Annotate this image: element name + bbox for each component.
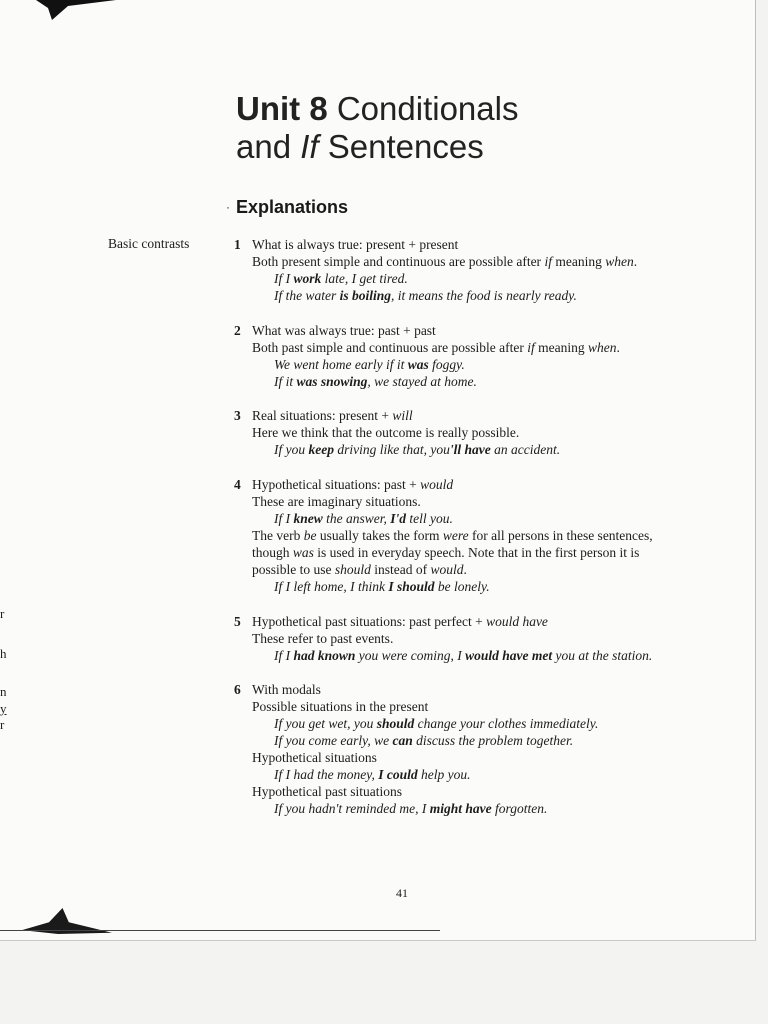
example-sentence: If I had known you were coming, I would have met you at the station.: [274, 648, 653, 663]
explanation-item-1: 1 What is always true: present + present Both present simple and continuous are possible after if meaning when. If I work late, I get tired. If the water is boiling, it means the food is nearly ready.: [234, 237, 638, 303]
item-description: These are imaginary situations.: [252, 494, 421, 509]
item-note: The verb be usually takes the form were for all persons in these sentences,: [252, 528, 653, 543]
example-sentence: If it was snowing, we stayed at home.: [274, 374, 477, 389]
explanation-item-6: 6 With modals Possible situations in the present If you get wet, you should change your clothes immediately. If you come early, we can discuss the problem together. Hypothetical situations If I had the money, I could help you. Hypothetical past situations If you hadn't reminded me, I might have forgotten.: [234, 682, 599, 816]
example-sentence: If you hadn't reminded me, I might have forgotten.: [274, 801, 548, 816]
item-note: though was is used in everyday speech. Note that in the first person it is: [252, 545, 640, 560]
explanation-item-5: 5 Hypothetical past situations: past perfect + would have These refer to past events. If I had known you were coming, I would have met you at the station.: [234, 614, 653, 663]
item-heading: What was always true: past + past: [252, 323, 436, 338]
item-heading: What is always true: present + present: [252, 237, 459, 252]
heading-bullet: ·: [226, 200, 230, 214]
item-note: possible to use should instead of would.: [252, 562, 467, 577]
item-description: Both present simple and continuous are possible after if meaning when.: [252, 254, 638, 269]
item-heading: With modals: [252, 682, 321, 697]
section-heading: Explanations: [236, 197, 349, 217]
example-sentence: If I left home, I think I should be lonely.: [274, 579, 490, 594]
item-heading: Hypothetical past situations: past perfect + would have: [252, 614, 548, 629]
example-sentence: If you get wet, you should change your clothes immediately.: [274, 716, 599, 731]
item-subheading: Hypothetical past situations: [252, 784, 402, 799]
scan-blot-top: [36, 0, 116, 20]
example-sentence: We went home early if it was foggy.: [274, 357, 465, 372]
example-sentence: If I work late, I get tired.: [274, 271, 408, 286]
example-sentence: If I knew the answer, I'd tell you.: [274, 511, 453, 526]
page-number: 41: [396, 886, 408, 900]
example-sentence: If you keep driving like that, you'll have an accident.: [274, 442, 561, 457]
explanation-item-3: 3 Real situations: present + will Here we think that the outcome is really possible. If you keep driving like that, you'll have an accident.: [234, 408, 561, 457]
item-heading: Real situations: present + will: [252, 408, 413, 423]
item-description: These refer to past events.: [252, 631, 394, 646]
unit-label: Unit 8: [236, 90, 328, 127]
page-bottom-edge: [0, 930, 440, 931]
margin-label: Basic contrasts: [108, 236, 190, 251]
page-title: Unit 8 Conditionals and If Sentences: [236, 90, 519, 165]
item-subheading: Hypothetical situations: [252, 750, 377, 765]
explanation-item-4: 4 Hypothetical situations: past + would These are imaginary situations. If I knew the answer, I'd tell you. The verb be usually takes the form were for all persons in these sentences, though was is used in everyday speech. Note that in the first person it is possible to use should instead of would. If I left home, I think I should be lonely.: [234, 477, 653, 594]
example-sentence: If I had the money, I could help you.: [274, 767, 471, 782]
explanation-item-2: 2 What was always true: past + past Both past simple and continuous are possible after if meaning when. We went home early if it was foggy. If it was snowing, we stayed at home.: [234, 323, 620, 389]
item-description: Both past simple and continuous are possible after if meaning when.: [252, 340, 620, 355]
example-sentence: If you come early, we can discuss the problem together.: [274, 733, 574, 748]
item-subheading: Possible situations in the present: [252, 699, 429, 714]
item-description: Here we think that the outcome is really possible.: [252, 425, 520, 440]
example-sentence: If the water is boiling, it means the food is nearly ready.: [274, 288, 577, 303]
item-heading: Hypothetical situations: past + would: [252, 477, 454, 492]
book-page: Unit 8 Conditionals and If Sentences · Explanations Basic contrasts r h n y r 1 What is always true: present + present Both present simple and continuous are possible after if meaning when. If I work late, I get tired. If the water is boiling, it means the food is nearly ready. 2 What was always true: past + past Both past simple and continuous are possible after if meaning when. We went home early if it was foggy. If it was snowing, we stayed at home. 3 Real situations: present + will Here we think that the outcome is really possible. If you keep driving like that, you'll have an accident. 4 Hypothetical situations: past + would These are imaginary situations. If I knew the answer, I'd tell you. The verb be usually takes the form were for all persons in these sentences, though was is used in everyday speech. Note that in the first person it is possible to use should instead of would. If I left home, I think I should be lonely. 5 Hypothetical past situations: past perfect + would have These refer to past events. If I had known you were coming, I would have met you at the station. 6 With modals Possible situations in the present If you get wet, you should change your clothes immediately. If you come early, we can discuss the problem together. Hypothetical situations If I had the money, I could help you. Hypothetical past situations If you hadn't reminded me, I might have forgotten. 41: [0, 0, 756, 941]
